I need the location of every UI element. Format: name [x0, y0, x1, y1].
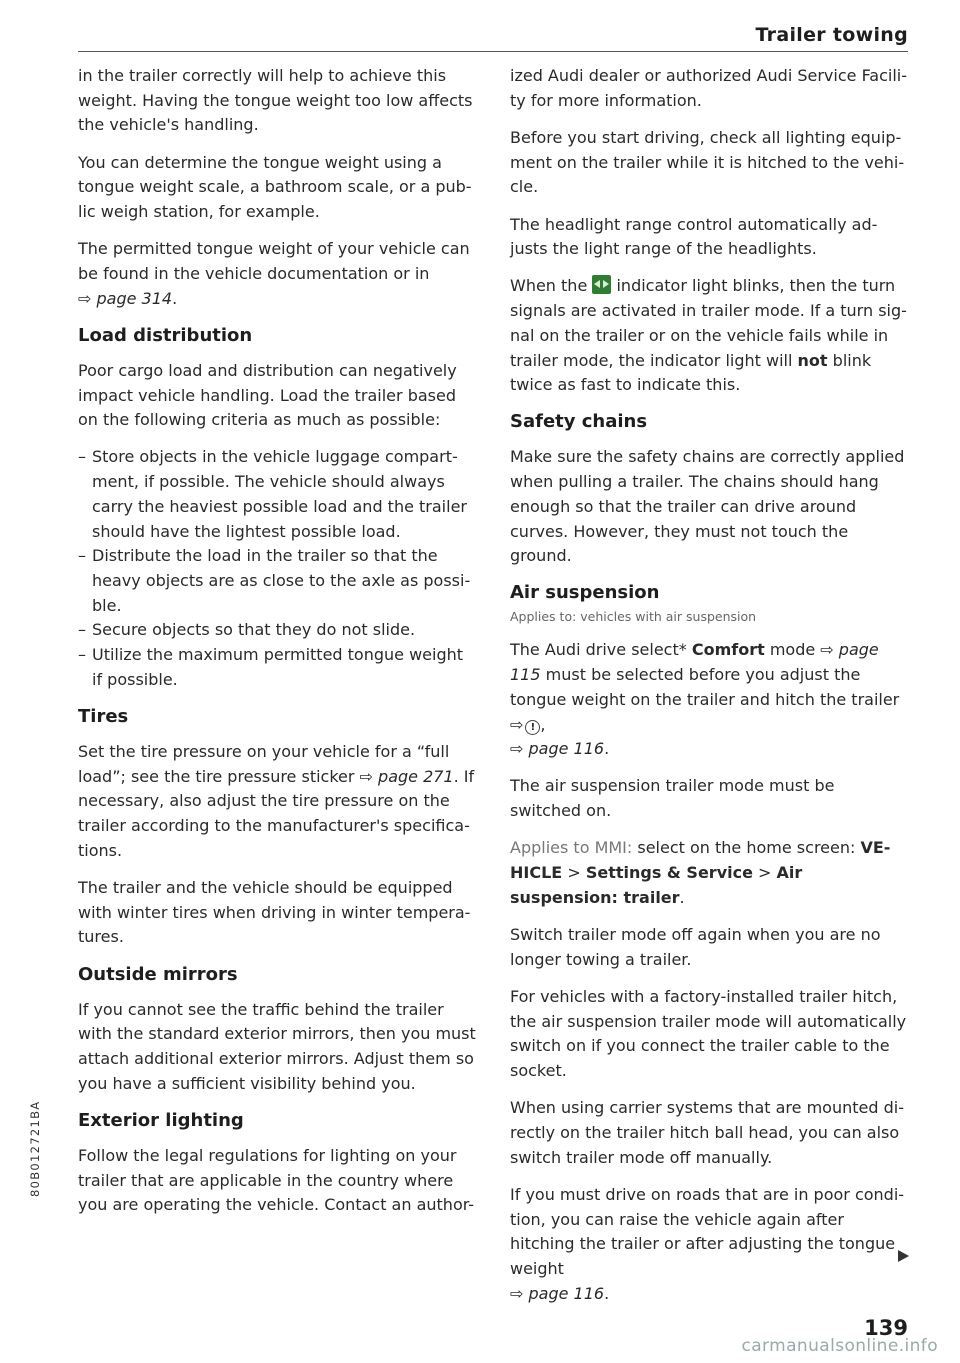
tires-paragraph-2: The trailer and the vehicle should be equipped with winter tires when driving in winter tempera-tures. [78, 877, 471, 947]
menu-path-air-suspension: Air suspension: trailer [510, 863, 803, 907]
air-paragraph-1: The Audi drive select* Comfort mode ⇨ page 115 must be selected before you adjust the tongue weight on the trailer and hitch the trailer ⇨ ! , ⇨ page 116. [510, 640, 900, 759]
air-paragraph-4: For vehicles with a factory-installed trailer hitch, the air suspension trailer mode will automatically switch on if you connect the trailer cable to the socket. [510, 986, 907, 1080]
right-paragraph-4: When the indicator light blinks, then the turn signals are activated in trailer mode. If a turn sig-nal on the trailer or on the vehicle fails while in trailer mode, the indicator light will not blink twice as fast to indicate this. [510, 276, 907, 395]
load-intro: Poor cargo load and distribution can negatively impact vehicle handling. Load the trailer based on the following criteria as much as possible: [78, 360, 457, 430]
list-item: – Store objects in the vehicle luggage compart-ment, if possible. The vehicle should always carry the heaviest possible load and the trailer should have the lightest possible load. [78, 445, 476, 544]
safety-chains-heading: Safety chains [510, 411, 648, 433]
list-item: – Utilize the maximum permitted tongue weight if possible. [78, 643, 476, 692]
left-paragraph-1: in the trailer correctly will help to achieve this weight. Having the tongue weight too low affects the vehicle's handling. [78, 66, 473, 135]
air-suspension-heading: Air suspension [510, 582, 660, 604]
applies-to-mmi: Applies to MMI: [510, 838, 633, 858]
tires-paragraph-1: Set the tire pressure on your vehicle for a “full load”; see the tire pressure sticker ⇨ page 271. If necessary, also adjust the tire pressure on the trailer according to the manufacturer's specifica-tions. [78, 741, 475, 860]
air-paragraph-6: If you must drive on roads that are in poor condi-tion, you can raise the vehicle again after hitching the trailer or after adjusting the tongue weight ⇨ page 116. [510, 1184, 905, 1303]
mmi-instructions: Applies to MMI: select on the home screen: VE-HICLE > Settings & Service > Air suspension: trailer. [510, 838, 891, 907]
watermark: carmanualsonline.info [741, 1336, 938, 1356]
list-item: – Distribute the load in the trailer so that the heavy objects are as close to the axle as possi-ble. [78, 544, 476, 618]
right-paragraph-1: ized Audi dealer or authorized Audi Service Facili-ty for more information. [510, 66, 908, 110]
menu-path-vehicle: VE-HICLE [510, 838, 891, 883]
list-item: – Secure objects so that they do not slide. [78, 618, 476, 643]
page-number: 139 [864, 1316, 908, 1340]
page-116-link[interactable]: ⇨ page 116 [510, 739, 605, 759]
chains-paragraph: Make sure the safety chains are correctly applied when pulling a trailer. The chains should hang enough so that the trailer can drive around curves. However, they must not touch the ground. [510, 447, 905, 566]
right-paragraph-3: The headlight range control automatically ad-justs the light range of the headlights. [510, 214, 878, 259]
right-column [510, 64, 908, 1319]
page-271-link[interactable]: ⇨ page 271 [359, 766, 454, 786]
document-code: 80B012721BA [28, 1100, 42, 1197]
left-paragraph-2: You can determine the tongue weight using a tongue weight scale, a bathroom scale, or a pub-lic weigh station, for example. [78, 152, 472, 222]
trailer-turn-signal-icon [592, 275, 611, 294]
left-column [78, 64, 476, 1231]
outside-mirrors-heading: Outside mirrors [78, 963, 238, 985]
load-list [78, 445, 476, 692]
page-314-link[interactable]: ⇨ page 314 [78, 288, 173, 308]
mirrors-paragraph: If you cannot see the traffic behind the trailer with the standard exterior mirrors, then you must attach additional exterior mirrors. Adjust them so you have a sufficient visibility behind you. [78, 999, 476, 1093]
caution-icon[interactable]: ! [525, 720, 540, 735]
right-paragraph-2: Before you start driving, check all lighting equip-ment on the trailer while it is hitched to the vehi-cle. [510, 127, 905, 197]
header-rule [78, 51, 908, 52]
left-paragraph-3: The permitted tongue weight of your vehicle can be found in the vehicle documentation or in ⇨ page 314. [78, 239, 470, 308]
menu-path-settings: Settings & Service [585, 863, 753, 883]
air-paragraph-5: When using carrier systems that are mounted di-rectly on the trailer hitch ball head, you can also switch trailer mode off manually. [510, 1098, 904, 1167]
air-paragraph-2: The air suspension trailer mode must be switched on. [510, 776, 835, 821]
exterior-lighting-heading: Exterior lighting [78, 1109, 244, 1131]
page-header-title: Trailer towing [755, 24, 908, 46]
page-115-link[interactable]: ⇨ page 115 [510, 640, 879, 685]
load-distribution-heading: Load distribution [78, 324, 253, 346]
applies-to-note: Applies to: vehicles with air suspension [510, 609, 757, 625]
air-paragraph-3: Switch trailer mode off again when you are no longer towing a trailer. [510, 924, 881, 969]
continue-arrow-icon [898, 1250, 909, 1262]
lighting-paragraph: Follow the legal regulations for lighting on your trailer that are applicable in the country where you are operating the vehicle. Contact an author- [78, 1145, 475, 1215]
page-116-link-2[interactable]: ⇨ page 116 [510, 1283, 605, 1303]
tires-heading: Tires [78, 705, 129, 727]
